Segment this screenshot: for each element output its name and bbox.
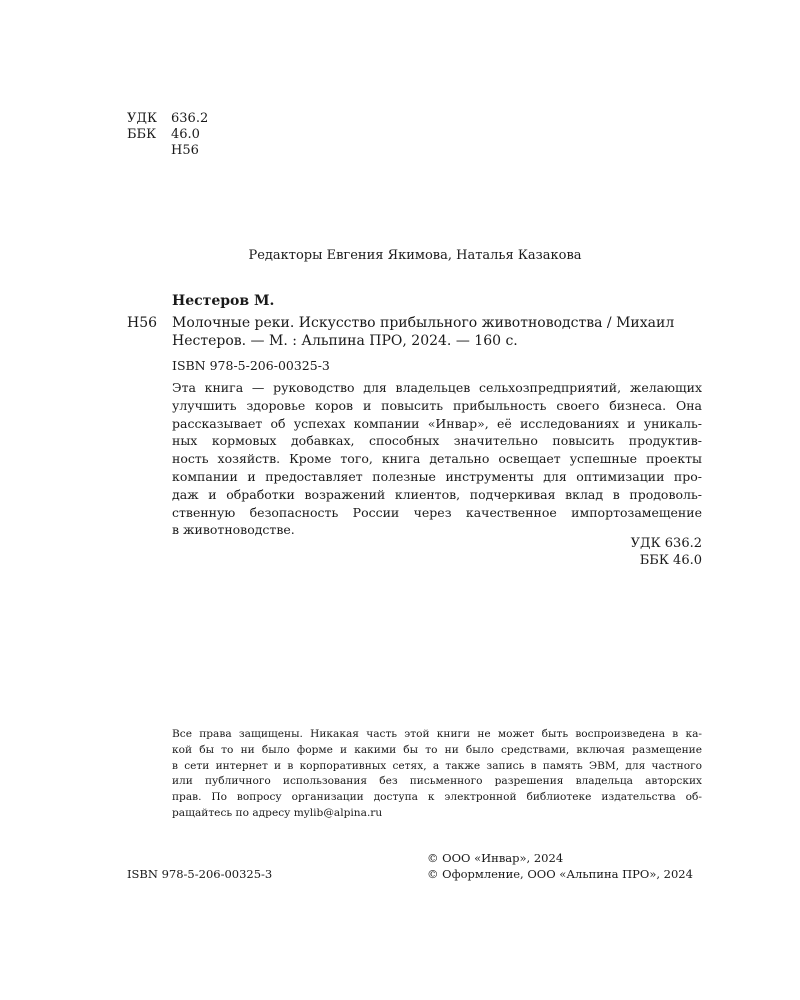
rights-line: Все права защищены. Никакая часть этой книги не может быть воспроизведена в ка- [172, 728, 702, 740]
annotation [172, 379, 702, 539]
annotation-line: ных кормовых добавках, способных значительно повысить продуктив- [172, 433, 702, 449]
bbk-label: ББК [127, 127, 157, 142]
rights-line: ращайтесь по адресу mylib@alpina.ru [172, 806, 383, 819]
rights-line: или публичного использования без письменного разрешения владельца авторских [172, 775, 702, 788]
author-mark-top [127, 143, 199, 159]
annotation-line: улучшить здоровье коров и повысить прибыльность своего бизнеса. Она [172, 397, 702, 413]
annotation-line: рассказывает об успехах компании «Инвар», её исследованиях и уникаль- [172, 415, 702, 431]
udk-value: 636.2 [171, 111, 209, 126]
editors-line: Редакторы Евгения Якимова, Наталья Казакова [248, 248, 582, 263]
udk-classification [127, 111, 208, 127]
author-mark-value: Н56 [171, 143, 199, 158]
rights-line: в сети интернет и в корпоративных сетях, а также запись в память ЭВМ, для частного [172, 759, 702, 772]
author-mark-left: Н56 [127, 315, 158, 331]
copyright-line: © Оформление, ООО «Альпина ПРО», 2024 [427, 867, 693, 881]
copyright-block [427, 850, 693, 882]
annotation-line: ственную безопасность России через качественное импортозамещение [172, 504, 702, 520]
bbk-value: 46.0 [171, 127, 200, 142]
bibliographic-description [172, 314, 702, 350]
bib-line: Нестеров. — М. : Альпина ПРО, 2024. — 160 с. [172, 333, 518, 349]
bbk-classification [127, 127, 200, 143]
author-heading: Нестеров М. [172, 293, 275, 309]
rights-notice [172, 727, 702, 822]
annotation-line: Эта книга — руководство для владельцев сельхозпредприятий, желающих [172, 380, 702, 395]
annotation-line: даж и обработки возражений клиентов, подчеркивая вклад в продоволь- [172, 486, 702, 502]
rights-line: кой бы то ни было форме и какими бы то ни было средствами, включая размещение [172, 743, 702, 756]
annotation-line: в животноводстве. [172, 522, 295, 538]
isbn-footer: ISBN 978-5-206-00325-3 [127, 867, 273, 881]
copyright-line: © ООО «Инвар», 2024 [427, 851, 564, 865]
udk-label: УДК [127, 111, 158, 126]
bbk-right: ББК 46.0 [639, 553, 702, 568]
rights-line: прав. По вопросу организации доступа к электронной библиотеке издательства об- [172, 791, 702, 804]
annotation-line: ность хозяйств. Кроме того, книга детально освещает успешные проекты [172, 451, 702, 467]
classification-right [631, 535, 702, 569]
annotation-line: компании и предоставляет полезные инструменты для оптимизации про- [172, 468, 702, 484]
udk-right: УДК 636.2 [630, 536, 702, 551]
bib-line: Молочные реки. Искусство прибыльного животноводства / Михаил [172, 315, 675, 331]
isbn-main: ISBN 978-5-206-00325-3 [172, 358, 330, 373]
